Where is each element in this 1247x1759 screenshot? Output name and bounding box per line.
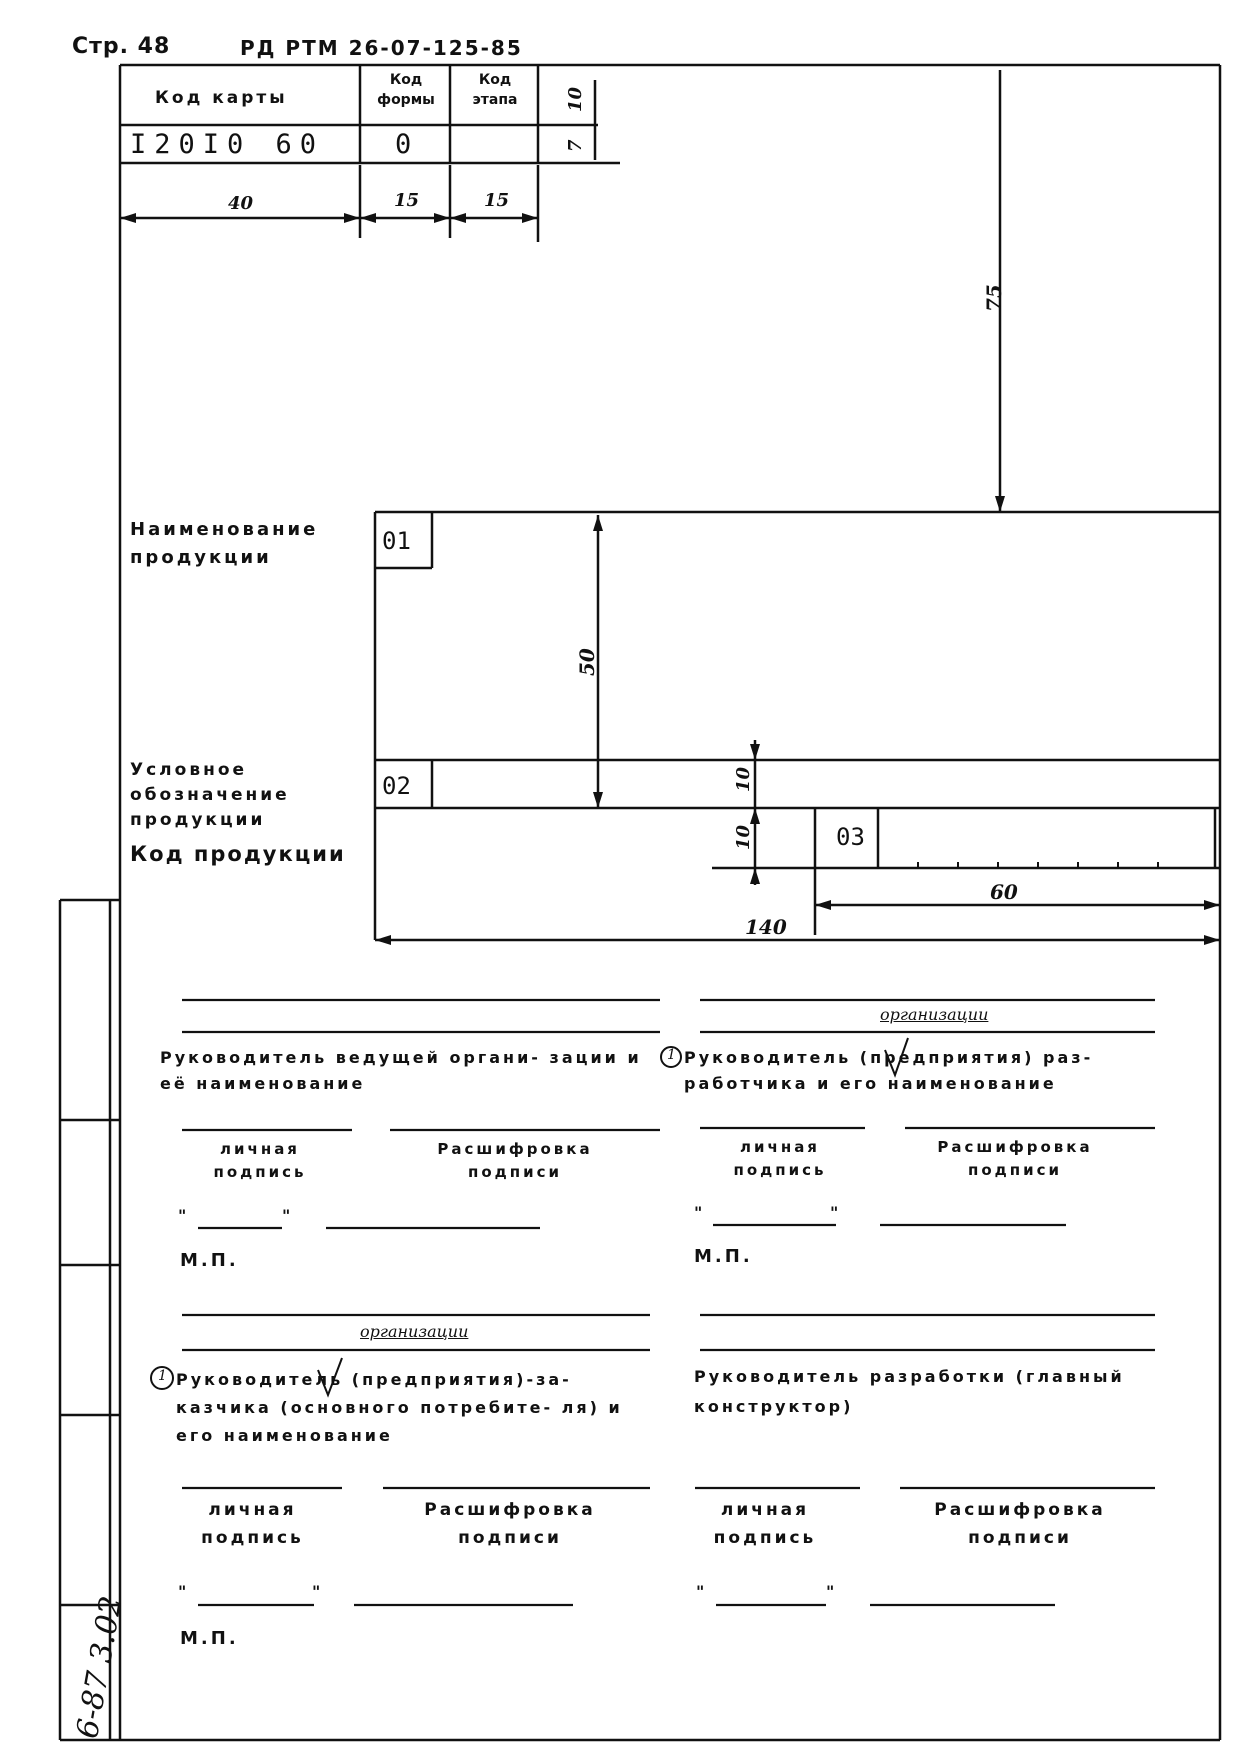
title-developer-org: Руководитель (предприятия) раз- работчика и его наименование	[684, 1048, 1094, 1093]
title-lead-org: Руководитель ведущей органи- зации и её наименование	[160, 1048, 642, 1093]
dim-field03-height: 10	[733, 824, 754, 850]
stamp-lead: М.П.	[180, 1250, 239, 1271]
label-product-code: Код продукции	[130, 842, 346, 866]
dim-row-value: 7	[565, 139, 586, 152]
quote-close-lead: "	[282, 1206, 294, 1225]
document-code: РД РТМ 26-07-125-85	[240, 36, 523, 60]
header-card-code: Код карты	[155, 88, 288, 108]
dim-top-margin: 75	[982, 284, 1006, 312]
label-customer-sign: личная подпись	[201, 1500, 304, 1548]
quote-close-developer: "	[830, 1203, 842, 1222]
value-card-code: I20I0 60	[130, 129, 325, 160]
quote-open-developer: "	[694, 1203, 706, 1222]
field-number-01: 01	[382, 527, 411, 555]
dim-field02-height: 10	[733, 766, 754, 792]
dim-total-width: 140	[745, 915, 787, 939]
dim-col-stage: 15	[484, 190, 510, 211]
header-form-code: Код формы	[377, 72, 435, 108]
correction-customer: организации	[360, 1322, 469, 1341]
margin-registration-note: 6-87 3.02	[70, 1593, 130, 1742]
dim-field01-height: 50	[575, 648, 599, 676]
quote-open-dev-lead: "	[696, 1582, 708, 1601]
correction-mark-developer: 1	[667, 1047, 676, 1063]
dim-field03-width: 60	[990, 880, 1018, 904]
value-form-code: 0	[395, 129, 412, 160]
label-developer-decode: Расшифровка подписи	[937, 1138, 1093, 1179]
label-product-name: Наименование продукции	[130, 519, 319, 568]
quote-open-lead: "	[178, 1206, 190, 1225]
dim-col-card: 40	[228, 193, 254, 214]
field-number-02: 02	[382, 772, 411, 800]
field-number-03: 03	[836, 823, 865, 851]
quote-close-customer: "	[312, 1582, 324, 1601]
stamp-developer: М.П.	[694, 1246, 753, 1267]
quote-open-customer: "	[178, 1582, 190, 1601]
quote-close-dev-lead: "	[826, 1582, 838, 1601]
label-developer-sign: личная подпись	[733, 1138, 827, 1179]
label-customer-decode: Расшифровка подписи	[424, 1500, 596, 1548]
header-stage-code: Код этапа	[472, 72, 518, 108]
label-lead-sign: личная подпись	[213, 1140, 307, 1181]
title-customer-org: Руководитель (предприятия)-за- казчика (основного потребите- ля) и его наименование	[176, 1370, 623, 1445]
page-number: Стр. 48	[72, 34, 171, 59]
label-dev-lead-sign: личная подпись	[713, 1500, 817, 1548]
correction-developer: организации	[880, 1005, 989, 1024]
label-dev-lead-decode: Расшифровка подписи	[934, 1500, 1106, 1548]
label-lead-decode: Расшифровка подписи	[437, 1140, 593, 1181]
dim-row-header: 10	[565, 86, 586, 112]
title-dev-lead: Руководитель разработки (главный конструктор)	[694, 1367, 1125, 1416]
stamp-customer: М.П.	[180, 1628, 239, 1649]
label-designation: Условное обозначение продукции	[130, 760, 290, 830]
dim-col-form: 15	[394, 190, 420, 211]
correction-mark-customer: 1	[158, 1368, 167, 1384]
